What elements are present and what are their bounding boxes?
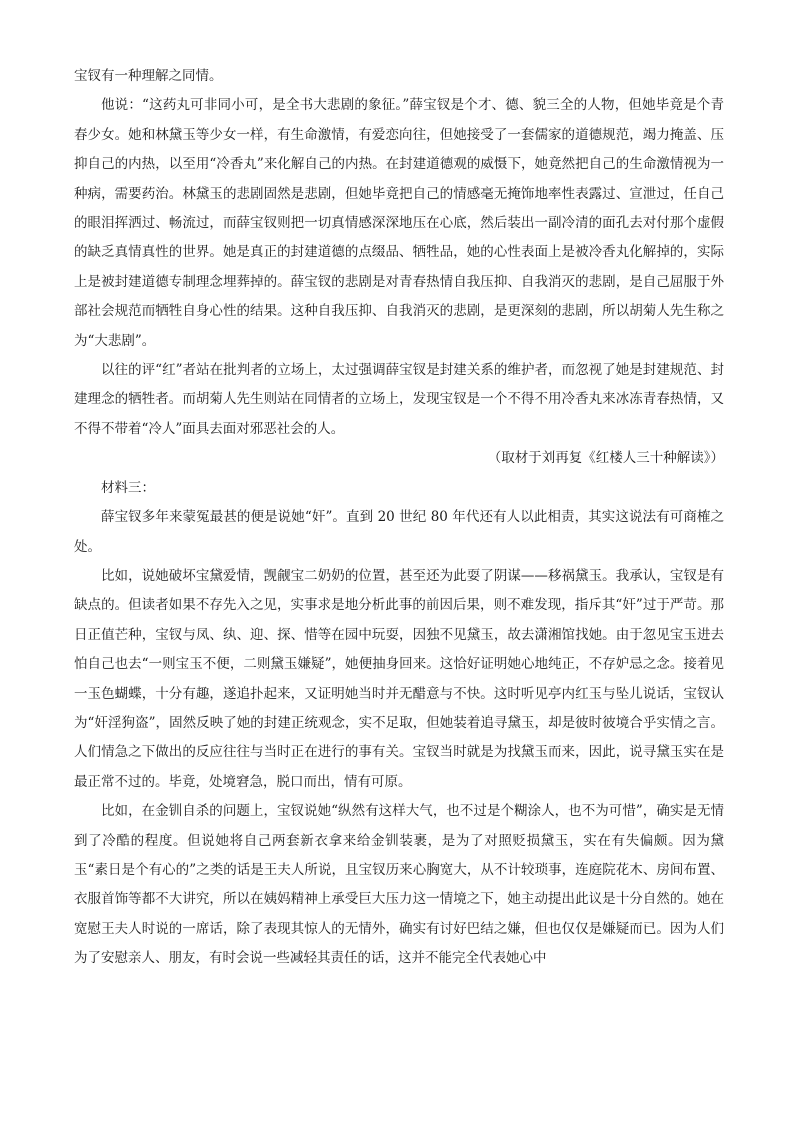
section-label: 材料三： (101, 479, 155, 496)
paragraph: 薛宝钗多年来蒙冤最甚的便是说她“奸”。直到 20 世纪 80 年代还有人以此相责，其实这说法有可商榷之处。 (74, 509, 724, 555)
paragraph: 比如，说她破坏宝黛爱情，觊觎宝二奶奶的位置，甚至还为此耍了阴谋——移祸黛玉。我承认，宝钗是有缺点的。但读者如果不存先入之见，实事求是地分析此事的前因后果，则不难发现，指斥其“奸”过于严苛。那日正值芒种，宝钗与凤、纨、迎、探、惜等在园中玩耍，因独不见黛玉，故去潇湘馆找她。由于忽见宝玉进去怕自己也去“一则宝玉不便，二则黛玉嫌疑”，她便抽身回来。这恰好证明她心地纯正，不存妒忌之念。接着见一玉色蝴蝶，十分有趣，遂追扑起来，又证明她当时并无醋意与不快。这时听见亭内红玉与坠儿说话，宝钗认为“奸淫狗盗”，固然反映了她的封建正统观念，实不足取，但她装着追寻黛玉，却是彼时彼境合乎实情之言。人们情急之下做出的反应往往与当时正在进行的事有关。宝钗当时就是为找黛玉而来，因此，说寻黛玉实在是最正常不过的。毕竟，处境窘急，脱口而出，情有可原。 (74, 567, 724, 790)
source-citation: （取材于刘再复《红楼人三十种解读》） (487, 450, 724, 467)
document-body (74, 62, 724, 974)
paragraph: 比如，在金钏自杀的问题上，宝钗说她“纵然有这样大气，也不过是个糊涂人，也不为可惜”，确实是无情到了冷酷的程度。但说她将自己两套新衣拿来给金钏装裹，是为了对照贬损黛玉，实在有失偏颇。因为黛玉“素日是个有心的”之类的话是王夫人所说，且宝钗历来心胸宽大，从不计较琐事，连庭院花木、房间布置、衣服首饰等都不大讲究，所以在姨妈精神上承受巨大压力这一情境之下，她主动提出此议是十分自然的。她在宽慰王夫人时说的一席话，除了表现其惊人的无情外，确实有讨好巴结之嫌，但也仅仅是嫌疑而已。因为人们为了安慰亲人、朋友，有时会说一些减轻其责任的话，这并不能完全代表她心中 (74, 803, 724, 967)
paragraph: 宝钗有一种理解之同情。 (74, 68, 223, 84)
paragraph: 他说：“这药丸可非同小可，是全书大悲剧的象征。”薛宝钗是个才、德、貌三全的人物，但她毕竟是个青春少女。她和林黛玉等少女一样，有生命激情，有爱恋向往，但她接受了一套儒家的道德规范，竭力掩盖、压抑自己的内热，以至用“冷香丸”来化解自己的内热。在封建道德观的威慑下，她竟然把自己的生命激情视为一种病，需要药治。林黛玉的悲剧固然是悲剧，但她毕竟把自己的情感毫无掩饰地率性表露过、宣泄过，任自己的眼泪挥洒过、畅流过，而薛宝钗则把一切真情感深深地压在心底，然后装出一副冷清的面孔去对付那个虚假的缺乏真情真性的世界。她是真正的封建道德的点缀品、牺牲品，她的心性表面上是被冷香丸化解掉的，实际上是被封建道德专制理念埋葬掉的。薛宝钗的悲剧是对青春热情自我压抑、自我消灭的悲剧，是自己屈服于外部社会规范而牺牲自身心性的结果。这种自我压抑、自我消灭的悲剧，是更深刻的悲剧，所以胡菊人先生称之为“大悲剧”。 (74, 97, 724, 349)
paragraph: 以往的评“红”者站在批判者的立场上，太过强调薛宝钗是封建关系的维护者，而忽视了她是封建规范、封建理念的牺牲者。而胡菊人先生则站在同情者的立场上，发现宝钗是一个不得不用冷香丸来冰冻青春热情，又不得不带着“冷人”面具去面对邪恶社会的人。 (74, 362, 724, 437)
